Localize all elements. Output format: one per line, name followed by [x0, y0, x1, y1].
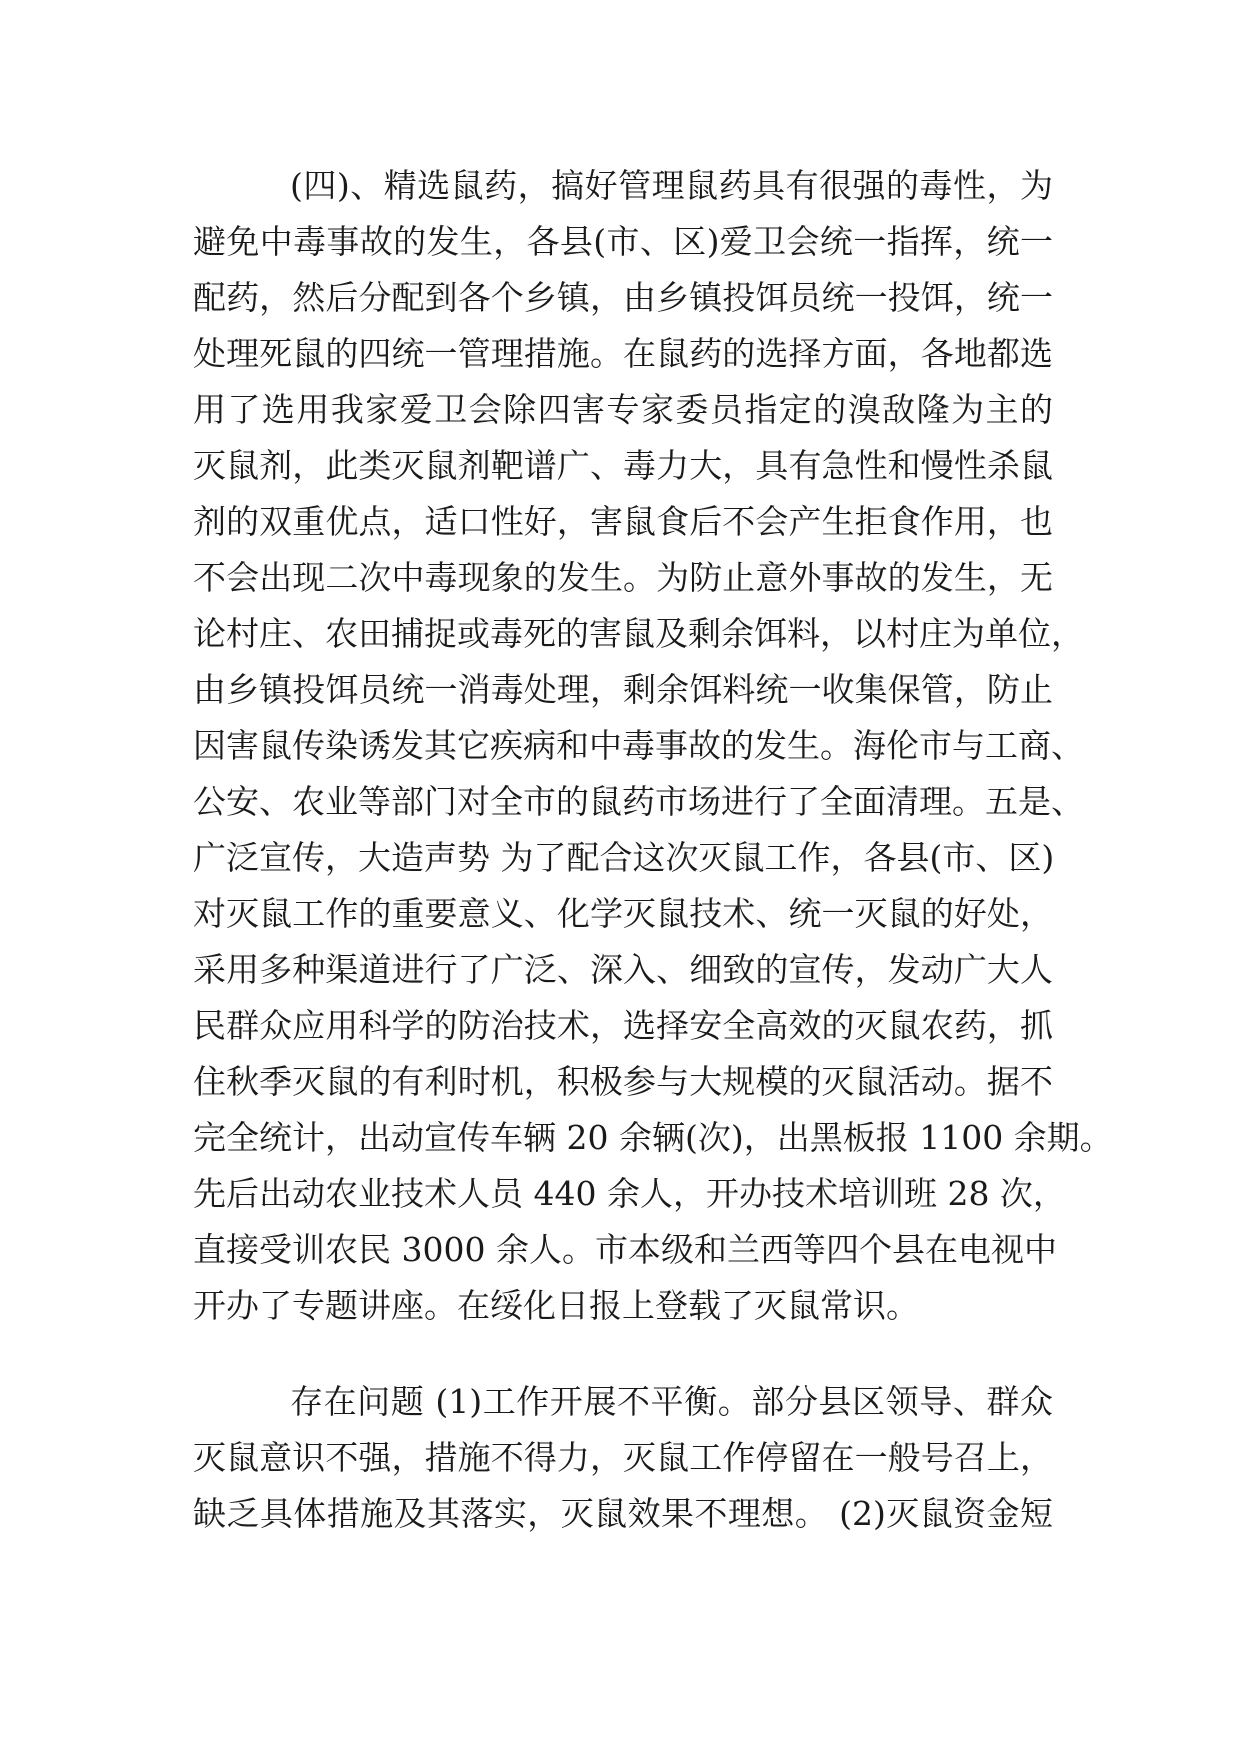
- paragraph-line: 不会出现二次中毒现象的发生。为防止意外事故的发生，无: [193, 558, 1053, 597]
- paragraph-line: 对灭鼠工作的重要意义、化学灭鼠技术、统一灭鼠的好处，: [193, 894, 1053, 933]
- paragraph-line: 因害鼠传染诱发其它疾病和中毒事故的发生。海伦市与工商、: [193, 726, 1084, 765]
- paragraph-line: (四)、精选鼠药，搞好管理鼠药具有很强的毒性，为: [290, 166, 1053, 205]
- paragraph-line: 开办了专题讲座。在绥化日报上登载了灭鼠常识。: [193, 1286, 919, 1325]
- paragraph-line: 配药，然后分配到各个乡镇，由乡镇投饵员统一投饵，统一: [193, 278, 1053, 317]
- paragraph-line: 灭鼠意识不强，措施不得力，灭鼠工作停留在一般号召上，: [193, 1438, 1053, 1477]
- paragraph-line: 存在问题 (1)工作开展不平衡。部分县区领导、群众: [290, 1382, 1053, 1421]
- paragraph-line: 避免中毒事故的发生，各县(市、区)爱卫会统一指挥，统一: [193, 222, 1053, 261]
- paragraph-line: 住秋季灭鼠的有利时机，积极参与大规模的灭鼠活动。据不: [193, 1062, 1053, 1101]
- paragraph-line: 用了选用我家爱卫会除四害专家委员指定的溴敌隆为主的: [193, 390, 1053, 429]
- paragraph-line: 缺乏具体措施及其落实，灭鼠效果不理想。 (2)灭鼠资金短: [193, 1494, 1053, 1533]
- paragraph-line: 采用多种渠道进行了广泛、深入、细致的宣传，发动广大人: [193, 950, 1053, 989]
- paragraph-line: 直接受训农民 3000 余人。市本级和兰西等四个县在电视中: [193, 1230, 1057, 1269]
- paragraph-line: 灭鼠剂，此类灭鼠剂靶谱广、毒力大，具有急性和慢性杀鼠: [193, 446, 1053, 485]
- paragraph-line: 论村庄、农田捕捉或毒死的害鼠及剩余饵料，以村庄为单位，: [193, 614, 1084, 653]
- paragraph-line: 公安、农业等部门对全市的鼠药市场进行了全面清理。五是、: [193, 782, 1084, 821]
- paragraph-line: 广泛宣传，大造声势 为了配合这次灭鼠工作，各县(市、区): [193, 838, 1055, 877]
- paragraph-line: 完全统计，出动宣传车辆 20 余辆(次)，出黑板报 1100 余期。: [193, 1118, 1113, 1157]
- paragraph-line: 先后出动农业技术人员 440 余人，开办技术培训班 28 次，: [193, 1174, 1066, 1213]
- paragraph-line: 民群众应用科学的防治技术，选择安全高效的灭鼠农药，抓: [193, 1006, 1053, 1045]
- paragraph-line: 剂的双重优点，适口性好，害鼠食后不会产生拒食作用，也: [193, 502, 1053, 541]
- paragraph-line: 处理死鼠的四统一管理措施。在鼠药的选择方面，各地都选: [193, 334, 1053, 373]
- paragraph-line: 由乡镇投饵员统一消毒处理，剩余饵料统一收集保管，防止: [193, 670, 1053, 709]
